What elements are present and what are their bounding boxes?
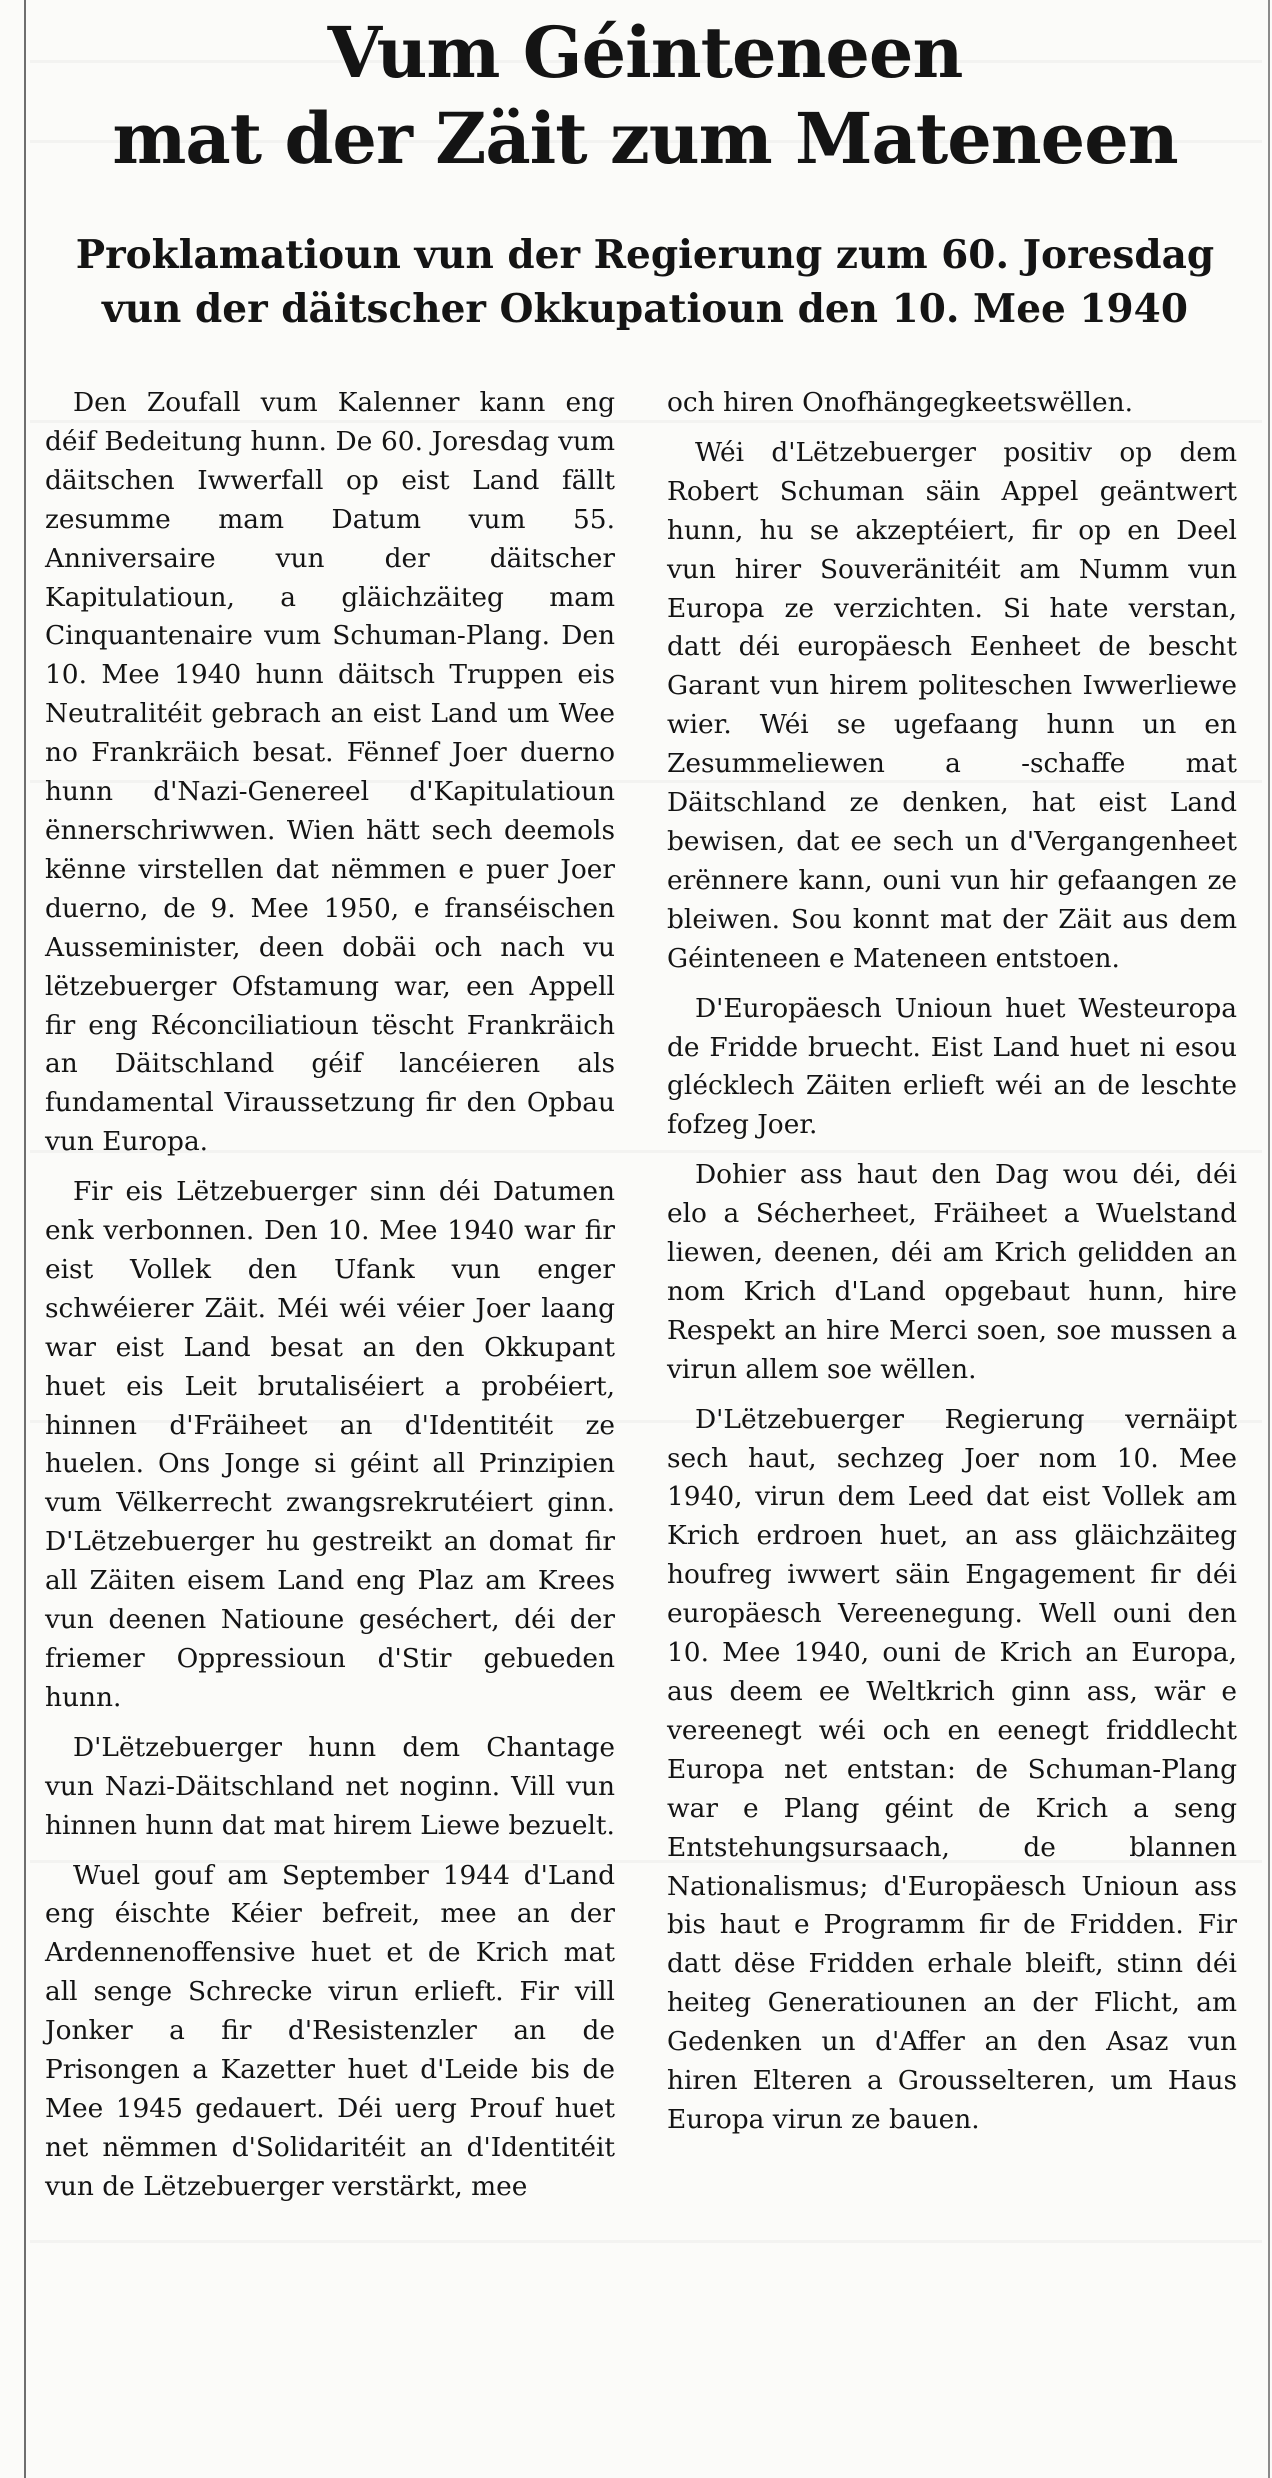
paragraph: Dohier ass haut den Dag wou déi, déi elo a Sécherheet, Fräiheet a Wuelstand liewen, deenen, déi am Krich gelidden an nom Krich d'Land opgebaut hunn, hire Respekt an hire Merci soen, soe mussen a virun allem soe wëllen. [667, 1159, 1237, 1385]
paragraph: D'Lëtzebuerger Regierung vernäipt sech haut, sechzeg Joer nom 10. Mee 1940, virun dem Leed dat eist Vollek am Krich erdroen huet, an ass gläichzäiteg houfreg iwwert säin Engagement fir déi europäesch Vereenegung. Well ouni den 10. Mee 1940, ouni de Krich an Europa, aus deem ee Weltkrich ginn ass, wär e vereenegt wéi och en eenegt friddlecht Europa net entstan: de Schuman-Plang war e Plang géint de Krich a seng Entstehungsursaach, de blannen Nationalismus; d'Europäesch Unioun ass bis haut e Programm fir de Fridden. Fir datt dëse Fridden erhale bleift, stinn déi heiteg Generatiounen an der Flicht, am Gedenken un d'Affer an den Asaz vun hiren Elteren a Grousselteren, um Haus Europa virun ze bauen. [667, 1403, 1237, 2135]
paragraph: Fir eis Lëtzebuerger sinn déi Datumen enk verbonnen. Den 10. Mee 1940 war fir eist Vollek den Ufank vun enger schwéierer Zäit. Méi wéi véier Joer laang war eist Land besat an den Okkupant huet eis Leit brutaliséiert a probéiert, hinnen d'Fräiheet an d'Identitéit ze huelen. Ons Jonge si géint all Prinzipien vum Vëlkerrecht zwangsrekrutéiert ginn. D'Lëtzebuerger hu gestreikt an domat fir all Zäiten eisem Land eng Plaz am Krees vun deenen Natioune geséchert, déi der friemer Oppressioun d'Stir gebueden hunn. [45, 1176, 615, 1713]
column-rule-right [1268, 0, 1270, 2478]
headline-line-2: mat der Zäit zum Mateneen [112, 97, 1178, 180]
paragraph: D'Lëtzebuerger hunn dem Chantage vun Nazi-Däitschland net noginn. Vill vun hinnen hunn dat mat hirem Liewe bezuelt. [45, 1731, 615, 1841]
article-column-left [45, 384, 615, 2218]
headline [40, 10, 1250, 182]
subheadline [60, 228, 1230, 336]
subheadline-line-2: vun der däitscher Okkupatioun den 10. Mee 1940 [102, 286, 1188, 332]
paragraph: Den Zoufall vum Kalenner kann eng déif Bedeitung hunn. De 60. Joresdag vum däitschen Iwwerfall op eist Land fällt zesumme mam Datum vum 55. Anniversaire vun der däitscher Kapitulatioun, a gläichzäiteg mam Cinquantenaire vum Schuman-Plang. Den 10. Mee 1940 hunn däitsch Truppen eis Neutralitéit gebrach an eist Land um Wee no Frankräich besat. Fënnef Joer duerno hunn d'Nazi-Genereel d'Kapitulatioun ënnerschriwwen. Wien hätt sech deemols kënne virstellen dat nëmmen e puer Joer duerno, de 9. Mee 1950, e franséischen Ausseminister, deen dobäi och nach vu lëtzebuerger Ofstamung war, een Appell fir eng Réconciliatioun tëscht Frankräich an Däitschland géif lancéieren als fundamental Viraussetzung fir den Opbau vun Europa. [45, 387, 615, 1158]
headline-line-1: Vum Géinteneen [327, 11, 963, 94]
paragraph: D'Europäesch Unioun huet Westeuropa de Fridde bruecht. Eist Land huet ni esou glécklech Zäiten erlieft wéi an de leschte fofzeg Joer. [667, 992, 1237, 1141]
article-column-right [667, 384, 1237, 2151]
subheadline-line-1: Proklamatioun vun der Regierung zum 60. Joresdag [75, 232, 1215, 278]
paragraph-continued: och hiren Onofhängegkeetswëllen. [667, 387, 1133, 418]
paragraph: Wuel gouf am September 1944 d'Land eng éischte Kéier befreit, mee an der Ardennenoffensive huet et de Krich mat all senge Schrecke virun erlieft. Fir vill Jonker a fir d'Resistenzler an de Prisongen a Kazetter huet d'Leide bis de Mee 1945 gedauert. Déi uerg Prouf huet net nëmmen d'Solidaritéit an d'Identitéit vun de Lëtzebuerger verstärkt, mee [45, 1859, 615, 2202]
paragraph: Wéi d'Lëtzebuerger positiv op dem Robert Schuman säin Appel geäntwert hunn, hu se akzeptéiert, fir op en Deel vun hirer Souveränitéit am Numm vun Europa ze verzichten. Si hate verstan, datt déi europäesch Eenheet de bescht Garant vun hirem politeschen Iwwerliewe wier. Wéi se ugefaang hunn un en Zesummeliewen a -schaffe mat Däitschland ze denken, hat eist Land bewisen, dat ee sech un d'Vergangenheet erënnere kann, ouni vun hir gefaangen ze bleiwen. Sou konnt mat der Zäit aus dem Géinteneen e Mateneen entstoen. [667, 436, 1237, 974]
column-rule-left [24, 0, 26, 2478]
